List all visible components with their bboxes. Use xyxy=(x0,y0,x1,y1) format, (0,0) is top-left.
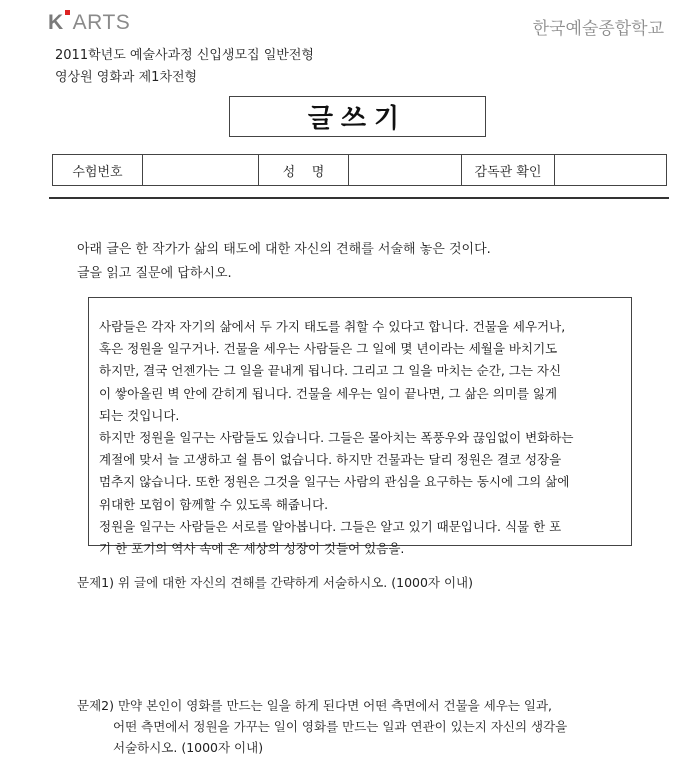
logo-mark-icon xyxy=(65,10,70,15)
question-2-line-1: 문제2) 만약 본인이 영화를 만드는 일을 하게 된다면 어떤 측면에서 건물을 세우는 일과, xyxy=(77,698,553,713)
passage-line: 하지만, 결국 언젠가는 그 일을 끝내게 됩니다. 그리고 그 일을 마치는 순간, 그는 자신 xyxy=(99,363,562,379)
passage-line: 사람들은 각자 자기의 삶에서 두 가지 태도를 취할 수 있다고 합니다. 건물을 세우거나, xyxy=(99,319,566,334)
logo-text: ARTS xyxy=(72,11,131,34)
name-field[interactable] xyxy=(349,155,462,185)
logo-letter: K xyxy=(48,11,64,34)
passage-line: 계절에 맞서 늘 고생하고 쉴 틈이 없습니다. 하지만 건물과는 달리 정원은 결코 성장을 xyxy=(99,452,562,468)
passage-line: 이 쌓아올린 벽 안에 갇히게 됩니다. 건물을 세우는 일이 끝나면, 그 삶은 의미를 잃게 xyxy=(99,385,558,401)
header-divider xyxy=(49,197,669,199)
question-2-line-2: 어떤 측면에서 정원을 가꾸는 일이 영화를 만드는 일과 연관이 있는지 자신의 생각을 xyxy=(113,719,568,734)
exam-info-line-2: 영상원 영화과 제1차전형 xyxy=(55,70,198,85)
instruction-line-2: 글을 읽고 질문에 답하시오. xyxy=(77,266,232,281)
question-2-line-3: 서술하시오. (1000자 이내) xyxy=(113,740,264,755)
passage-line: 기 한 포기의 역사 속에 온 세상의 성장이 깃들어 있음을. xyxy=(99,541,405,557)
instruction-line-1: 아래 글은 한 작가가 삶의 태도에 대한 자신의 견해를 서술해 놓은 것이다. xyxy=(77,242,491,257)
exam-number-label: 수험번호 xyxy=(53,155,143,185)
question-1: 문제1) 위 글에 대한 자신의 견해를 간략하게 서술하시오. (1000자 이내) xyxy=(77,575,474,590)
supervisor-field[interactable] xyxy=(555,155,666,185)
exam-number-field[interactable] xyxy=(143,155,259,185)
examinee-id-table xyxy=(52,154,667,186)
question-2 xyxy=(77,695,567,758)
name-label: 성 명 xyxy=(259,155,349,185)
supervisor-label: 감독관 확인 xyxy=(462,155,555,185)
school-name: 한국예술종합학교 xyxy=(532,19,664,39)
passage-line: 하지만 정원을 일구는 사람들도 있습니다. 그들은 몰아치는 폭풍우와 끊임없이 변화하는 xyxy=(99,430,574,446)
passage-line: 위대한 모험이 함께할 수 있도록 해줍니다. xyxy=(99,496,329,512)
reading-passage xyxy=(88,297,632,557)
page-title: 글쓰기 xyxy=(229,96,486,137)
passage-line: 멈추지 않습니다. 또한 정원은 그것을 일구는 사람의 관심을 요구하는 동시에 그의 삶에 xyxy=(99,474,570,490)
passage-line: 되는 것입니다. xyxy=(99,407,180,423)
kArts-logo xyxy=(48,10,130,35)
passage-line: 혹은 정원을 일구거나. 건물을 세우는 사람들은 그 일에 몇 년이라는 세월을 바치기도 xyxy=(99,341,558,357)
passage-line: 정원을 일구는 사람들은 서로를 알아봅니다. 그들은 알고 있기 때문입니다. 식물 한 포 xyxy=(99,518,562,534)
exam-info-line-1: 2011학년도 예술사과정 신입생모집 일반전형 xyxy=(55,48,314,63)
